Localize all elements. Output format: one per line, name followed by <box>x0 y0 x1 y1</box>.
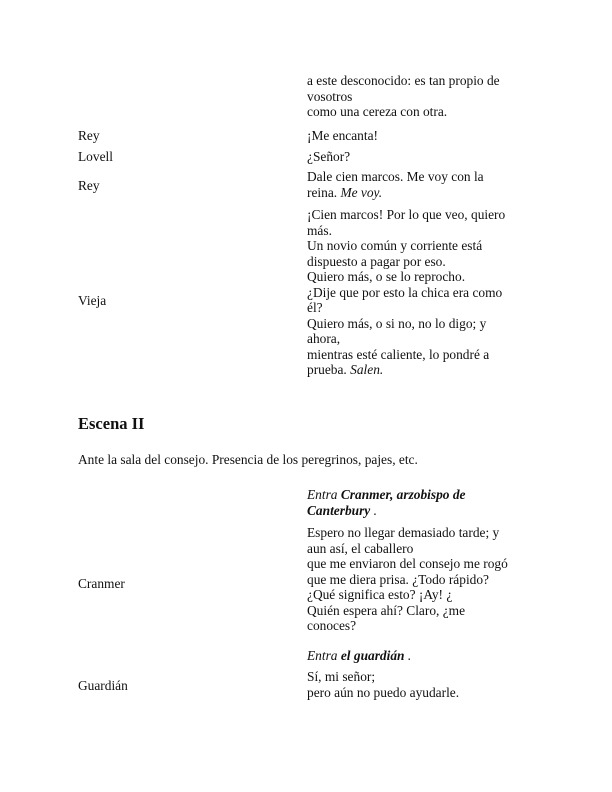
speaker-name: Rey <box>78 128 100 143</box>
speech-line: conoces? <box>307 618 357 633</box>
speech-line: Sí, mi señor; <box>307 669 376 684</box>
speech-line: Quiero más, o si no, no lo digo; y <box>307 315 487 331</box>
speech-line: Quiero más, o se lo reprocho. <box>307 269 466 284</box>
speech-line: prueba. Salen. <box>307 362 384 377</box>
speech <box>307 525 552 634</box>
entry-verb: Entra <box>307 648 341 663</box>
speech <box>307 128 552 144</box>
speech-line: aun así, el caballero <box>307 540 414 556</box>
speech <box>307 73 552 120</box>
speech-line: vosotros <box>307 88 353 104</box>
speech <box>307 207 552 378</box>
speech-line: ahora, <box>307 331 341 346</box>
speech <box>307 149 552 165</box>
speech-line: Dale cien marcos. Me voy con la <box>307 169 484 184</box>
speech-line: que me enviaron del consejo me rogó <box>307 556 508 571</box>
speech-line: ¡Me encanta! <box>307 128 379 143</box>
entry-character: Canterbury <box>307 502 371 518</box>
speech-line: ¿Dije que por esto la chica era como <box>307 284 503 300</box>
entry-character: Cranmer, arzobispo de <box>340 487 466 502</box>
speech-line: a este desconocido: es tan propio de <box>307 73 500 88</box>
speaker-name: Guardián <box>78 678 128 693</box>
speech <box>307 669 552 700</box>
speaker-name: Rey <box>78 178 100 193</box>
entry-direction: Entra el guardián . <box>307 648 412 663</box>
entry-direction: Entra Cranmer, arzobispo de Canterbury . <box>307 487 466 518</box>
speech-line: ¿Qué significa esto? ¡Ay! ¿ <box>307 587 453 602</box>
speaker-name: Cranmer <box>78 576 125 591</box>
speech-line: ¿Señor? <box>307 149 351 164</box>
speech-line: Un novio común y corriente está <box>307 238 483 253</box>
speech-line: dispuesto a pagar por eso. <box>307 253 446 269</box>
speech-line: Quién espera ahí? Claro, ¿me <box>307 602 466 618</box>
speech-line: que me diera prisa. ¿Todo rápido? <box>307 571 489 587</box>
speech-line: como una cereza con otra. <box>307 104 448 119</box>
stage-direction: Me voy. <box>340 184 383 200</box>
scene-setting: Ante la sala del consejo. Presencia de los peregrinos, pajes, etc. <box>78 452 418 467</box>
stage-direction: Salen. <box>350 362 384 377</box>
speech-line: Espero no llegar demasiado tarde; y <box>307 525 500 540</box>
speech-line: mientras esté caliente, lo pondré a <box>307 346 490 362</box>
speech-line: reina. Me voy. <box>307 184 383 200</box>
speech-line: pero aún no puedo ayudarle. <box>307 684 460 700</box>
speech-line: más. <box>307 222 332 238</box>
speech <box>307 169 552 200</box>
speech-line: ¡Cien marcos! Por lo que veo, quiero <box>307 207 506 222</box>
entry-verb: Entra <box>307 487 341 502</box>
entry-character: el guardián <box>340 648 405 663</box>
scene-heading: Escena II <box>78 414 145 433</box>
speaker-name: Vieja <box>78 293 107 308</box>
speech-line: él? <box>307 300 323 315</box>
speaker-name: Lovell <box>78 149 113 164</box>
